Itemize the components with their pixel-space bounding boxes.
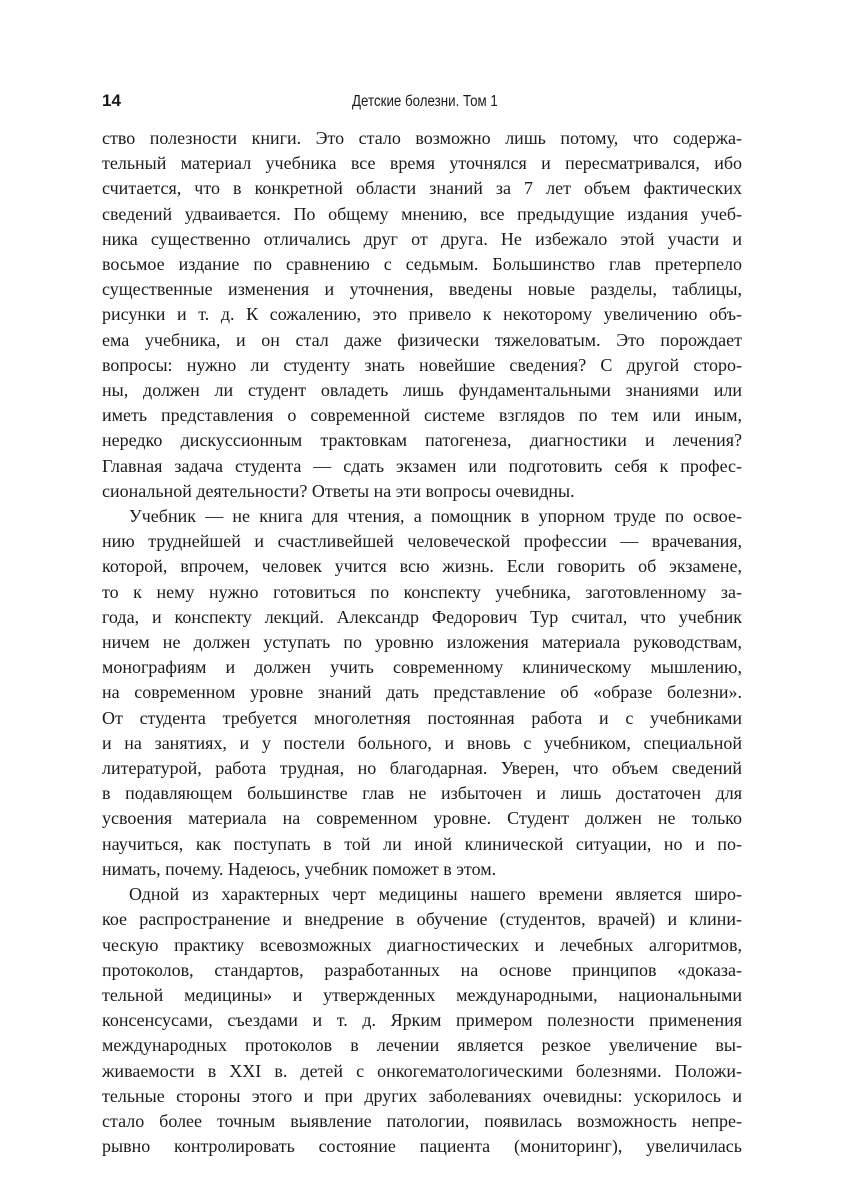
text-line: которой, впрочем, человек учится всю жизнь. Если говорить об экзамене,: [102, 556, 742, 577]
text-line: литературой, работа трудная, но благодарная. Уверен, что объем сведений: [102, 758, 742, 779]
text-line: в подавляющем большинстве глав не избыточен и лишь достаточен для: [102, 783, 742, 804]
running-header: [102, 91, 738, 111]
book-title: Детские болезни. Том 1: [352, 93, 498, 110]
page-number: 14: [102, 91, 121, 110]
text-line: консенсусами, съездами и т. д. Ярким примером полезности применения: [102, 1010, 742, 1031]
text-line: ема учебника, и он стал даже физически тяжеловатым. Это порождает: [102, 329, 742, 350]
text-line: научиться, как поступать в той ли иной клинической ситуации, но и по-: [102, 833, 742, 854]
text-line: восьмое издание по сравнению с седьмым. Большинство глав претерпело: [102, 254, 742, 275]
text-line: Главная задача студента — сдать экзамен или подготовить себя к профес-: [102, 455, 742, 476]
text-line: рывно контролировать состояние пациента (мониторинг), увеличилась: [102, 1136, 742, 1157]
text-line: усвоения материала на современном уровне. Студент должен не только: [102, 808, 742, 829]
text-line: Учебник — не книга для чтения, а помощник в упорном труде по освое-: [129, 506, 742, 527]
text-line: и на занятиях, и у постели больного, и вновь с учебником, специальной: [102, 732, 742, 753]
text-line: протоколов, стандартов, разработанных на основе принципов «доказа-: [102, 959, 742, 980]
text-line: нередко дискуссионным трактовкам патогенеза, диагностики и лечения?: [102, 430, 742, 451]
text-line: иметь представления о современной системе взглядов по тем или иным,: [102, 405, 742, 426]
text-line: монографиям и должен учить современному клиническому мышлению,: [102, 657, 742, 678]
text-line: ны, должен ли студент овладеть лишь фундаментальными знаниями или: [102, 380, 742, 401]
text-line: вопросы: нужно ли студенту знать новейшие сведения? С другой сторо-: [102, 354, 742, 375]
text-line: кое распространение и внедрение в обучение (студентов, врачей) и клини-: [102, 909, 742, 930]
text-line: ство полезности книги. Это стало возможно лишь потому, что содержа-: [102, 128, 742, 148]
text-line: сиональной деятельности? Ответы на эти вопросы очевидны.: [102, 480, 575, 501]
text-line: нию труднейшей и счастливейшей человеческой профессии — врачевания,: [102, 531, 742, 552]
text-line: ческую практику всевозможных диагностических и лечебных алгоритмов,: [102, 934, 742, 955]
text-line: тельный материал учебника все время уточнялся и пересматривался, ибо: [102, 153, 742, 174]
text-line: Одной из характерных черт медицины нашего времени является широ-: [129, 884, 742, 905]
text-line: стало более точным выявление патологии, появилась возможность непре-: [102, 1110, 742, 1131]
text-line: живаемости в XXI в. детей с онкогематологическими болезнями. Положи-: [102, 1060, 742, 1081]
body-text: [102, 126, 742, 1159]
text-line: международных протоколов в лечении является резкое увеличение вы-: [102, 1035, 742, 1056]
text-line: на современном уровне знаний дать представление об «образе болезни».: [102, 682, 742, 703]
text-line: ничем не должен уступать по уровню изложения материала руководствам,: [102, 632, 742, 653]
text-line: считается, что в конкретной области знаний за 7 лет объем фактических: [102, 178, 742, 199]
text-line: нимать, почему. Надеюсь, учебник поможет в этом.: [102, 858, 497, 879]
text-line: то к нему нужно готовиться по конспекту учебника, заготовленному за-: [102, 581, 742, 602]
text-line: рисунки и т. д. К сожалению, это привело к некоторому увеличению объ-: [102, 304, 742, 325]
text-line: тельные стороны этого и при других заболеваниях очевидны: ускорилось и: [102, 1085, 742, 1106]
text-line: существенные изменения и уточнения, введены новые разделы, таблицы,: [102, 279, 742, 300]
text-line: От студента требуется многолетняя постоянная работа и с учебниками: [102, 707, 742, 728]
text-line: сведений удваивается. По общему мнению, все предыдущие издания учеб-: [102, 203, 742, 224]
text-line: ника существенно отличались друг от друга. Не избежало этой участи и: [102, 228, 742, 249]
text-line: тельной медицины» и утвержденных международными, национальными: [102, 984, 742, 1005]
text-line: года, и конспекту лекций. Александр Федорович Тур считал, что учебник: [102, 606, 742, 627]
